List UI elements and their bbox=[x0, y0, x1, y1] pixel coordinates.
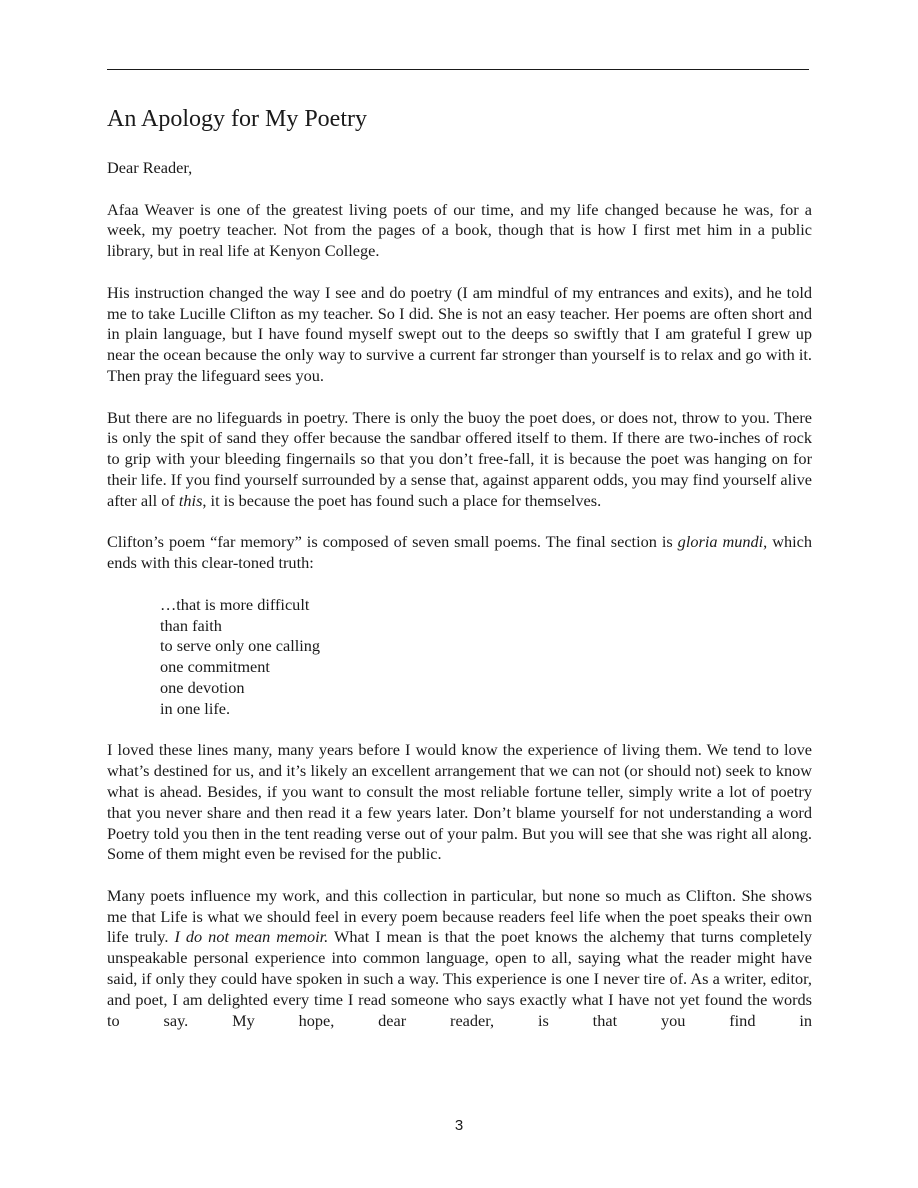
document-body bbox=[107, 104, 812, 1031]
paragraph-3-text-a: But there are no lifeguards in poetry. There is only the buoy the poet does, or does not, throw to you. There is only the spit of sand they offer because the sandbar offered itself to them. If there are two-inches of rock to grip with your bleeding fingernails so that you don’t free-fall, it is because the poet was hanging on for their life. If you find yourself surrounded by a sense that, against apparent odds, you may find yourself alive after all of bbox=[107, 407, 812, 510]
verse-line: in one life. bbox=[160, 698, 231, 718]
paragraph-4-text-a: Clifton’s poem “far memory” is composed of seven small poems. The final section is bbox=[107, 532, 678, 552]
paragraph-3-text-b: , it is because the poet has found such a place for themselves. bbox=[202, 490, 602, 510]
verse-line: than faith bbox=[160, 615, 222, 635]
paragraph-6-text-b: What I mean is that the poet knows the alchemy that turns completely unspeakable personal experience into common language, open to all, saying what the reader might have said, if only they could have spoken in such a way. This experience is one I never tire of. As a writer, editor, and poet, I am delighted every time I read someone who says exactly what I have not yet found the words to say. My hope, dear reader, is that you find in bbox=[107, 927, 812, 1030]
salutation: Dear Reader, bbox=[107, 158, 193, 177]
verse-line: …that is more difficult bbox=[160, 594, 310, 614]
paragraph-5: I loved these lines many, many years before I would know the experience of living them. We tend to love what’s destined for us, and it’s likely an excellent arrangement that we can not (or should not) seek to know what is ahead. Besides, if you want to consult the most reliable fortune teller, simply write a lot of poetry that you never share and then read it a few years later. Don’t blame yourself for not understanding a word Poetry told you then in the tent reading verse out of your palm. But you will see that she was right all along. Some of them might even be revised for the public. bbox=[107, 740, 812, 864]
paragraph-6-text-a: Many poets influence my work, and this collection in particular, but none so much as Clifton. She shows me that Life is what we should feel in every poem because readers feel life when the poet speaks their own life truly. bbox=[107, 885, 812, 947]
paragraph-4-emphasis: gloria mundi bbox=[677, 532, 764, 552]
document-title: An Apology for My Poetry bbox=[107, 106, 367, 132]
paragraph-6 bbox=[107, 886, 812, 1032]
top-rule bbox=[107, 69, 809, 70]
page-number: 3 bbox=[454, 1117, 464, 1134]
paragraph-2: His instruction changed the way I see and do poetry (I am mindful of my entrances and exits), and he told me to take Lucille Clifton as my teacher. So I did. She is not an easy teacher. Her poems are often short and in plain language, but I have found myself swept out to the deeps so swiftly that I am grateful I grew up near the ocean because the only way to survive a current far stronger than yourself is to relax and go with it. Then pray the lifeguard sees you. bbox=[107, 282, 812, 385]
paragraph-4 bbox=[107, 532, 812, 574]
verse-line: one commitment bbox=[160, 657, 270, 677]
verse-line: to serve only one calling bbox=[160, 636, 321, 656]
verse-line: one devotion bbox=[160, 677, 245, 697]
paragraph-3 bbox=[107, 408, 812, 512]
paragraph-1: Afaa Weaver is one of the greatest living poets of our time, and my life changed because he was, for a week, my poetry teacher. Not from the pages of a book, though that is how I first met him in a public library, but in real life at Kenyon College. bbox=[107, 199, 812, 261]
paragraph-4-text-b: , which ends with this clear-toned truth: bbox=[107, 532, 812, 573]
paragraph-6-emphasis: I do not mean memoir. bbox=[174, 927, 329, 947]
paragraph-3-emphasis: this bbox=[178, 490, 203, 510]
verse-quote bbox=[160, 595, 812, 720]
